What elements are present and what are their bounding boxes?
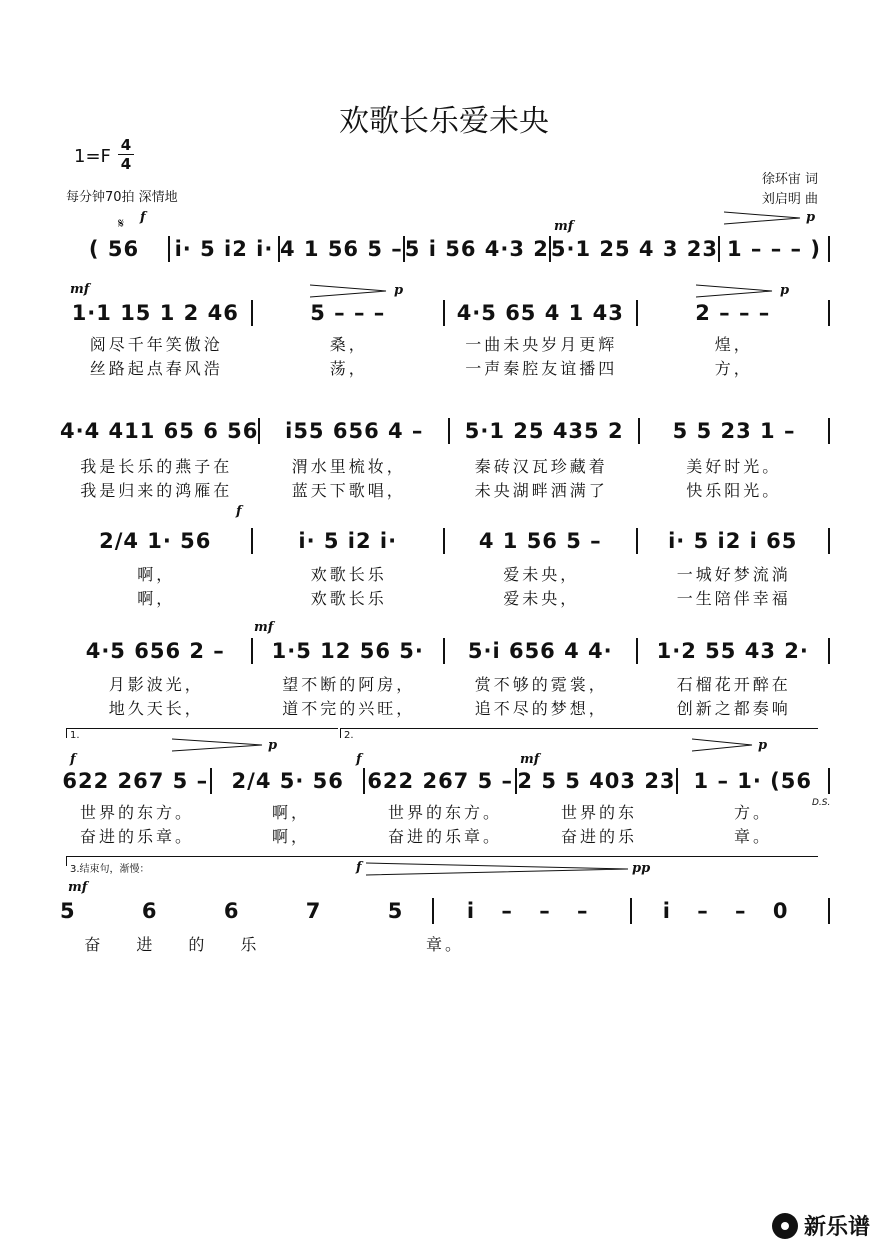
- dynamic-pp: pp: [632, 861, 651, 876]
- lyric: 爱未央，: [503, 565, 580, 584]
- lyric: 秦砖汉瓦珍藏着: [474, 457, 608, 476]
- measure: 5 6 6 7 5: [60, 899, 433, 923]
- dynamic-p: p: [780, 283, 790, 298]
- notation-row: [60, 898, 830, 924]
- measure: i55 656 4 –: [285, 419, 424, 443]
- lyric: 啊，: [271, 827, 310, 846]
- diminuendo-hairpin: [366, 862, 630, 876]
- record-icon: [772, 1213, 798, 1239]
- diminuendo-hairpin: [692, 738, 754, 752]
- lyric: 阅尽千年笑傲沧: [89, 335, 223, 354]
- lyric: 章。: [426, 935, 465, 954]
- lyric: 我是长乐的燕子在: [80, 457, 233, 476]
- barline: [828, 300, 830, 326]
- dynamic-f: f: [70, 752, 76, 767]
- volta-1-label: 1.: [70, 730, 80, 741]
- notation-row: [60, 236, 830, 262]
- measure: 5 – – –: [310, 301, 386, 325]
- measure: 622 267 5 –: [367, 769, 514, 793]
- measure: 1·2 55 43 2·: [656, 639, 809, 663]
- lyric: 世界的东: [560, 803, 637, 822]
- lyric: 赏不够的霓裳，: [474, 675, 608, 694]
- measure: ( 56: [88, 237, 140, 261]
- notation-row: [60, 528, 830, 554]
- barline: [828, 768, 830, 794]
- lyric: 欢歌长乐: [310, 565, 387, 584]
- ds-mark: D.S.: [812, 798, 831, 808]
- measure: 4·4 411 65 6 56: [60, 419, 259, 443]
- lyrics-verse-2: [60, 478, 830, 501]
- lyrics-verse-2: [60, 586, 830, 609]
- lyric: 一生陪伴幸福: [676, 589, 791, 608]
- time-signature: [118, 136, 134, 173]
- diminuendo-hairpin: [310, 284, 388, 298]
- diminuendo-hairpin: [696, 284, 774, 298]
- ending-label: 3.结束句，渐慢：: [70, 864, 150, 875]
- barline: [828, 898, 830, 924]
- lyric: 蓝天下歌唱，: [291, 481, 406, 500]
- lyric: 奋进的乐章。: [79, 827, 194, 846]
- diminuendo-hairpin: [172, 738, 264, 752]
- dynamic-p: p: [758, 738, 768, 753]
- measure: 2/4 5· 56: [231, 769, 344, 793]
- lyric: 一声秦腔友谊播四: [465, 359, 618, 378]
- page-title: 欢歌长乐爱未央: [339, 104, 549, 139]
- lyric: 啊，: [271, 803, 310, 822]
- barline: [828, 638, 830, 664]
- ending-tick: [66, 856, 67, 866]
- site-logo: [772, 1210, 870, 1241]
- volta-2-label: 2.: [344, 730, 354, 741]
- composer: 刘启明 曲: [761, 192, 818, 207]
- lyric: 追不尽的梦想，: [474, 699, 608, 718]
- measure: 2/4 1· 56: [99, 529, 212, 553]
- lyrics-verse-1: [60, 562, 830, 585]
- lyric: 章。: [733, 827, 772, 846]
- measure: i· 5 i2 i·: [174, 237, 274, 261]
- notation-row: [60, 638, 830, 664]
- measure: 5·1 25 4 3 23: [550, 237, 718, 261]
- measure: 622 267 5 –: [62, 769, 209, 793]
- measure: 5·1 25 435 2: [464, 419, 624, 443]
- lyric: 奋进的乐: [560, 827, 637, 846]
- lyric: 道不完的兴旺，: [282, 699, 416, 718]
- measure: 2 – – –: [695, 301, 771, 325]
- measure: i· 5 i2 i 65: [668, 529, 798, 553]
- lyric: 啊，: [137, 565, 176, 584]
- lyric: 奋进的乐章。: [387, 827, 502, 846]
- dynamic-p: p: [268, 738, 278, 753]
- measure: 4 1 56 5 –: [279, 237, 403, 261]
- lyrics-verse-1: [60, 932, 830, 955]
- lyric: 快乐阳光。: [686, 481, 782, 500]
- lyricist: 徐环宙 词: [761, 172, 818, 187]
- lyric: 方。: [733, 803, 772, 822]
- lyrics-verse-1: [60, 454, 830, 477]
- lyrics-verse-2: [60, 824, 830, 847]
- dynamic-f: f: [356, 860, 362, 875]
- logo-text: 新乐谱: [803, 1215, 870, 1240]
- measure: 5 i 56 4·3 2: [404, 237, 549, 261]
- barline: [828, 418, 830, 444]
- tempo-marking: 每分钟70拍 深情地: [66, 190, 178, 205]
- measure: i – – –: [466, 899, 598, 923]
- measure: 5 5 23 1 –: [672, 419, 796, 443]
- lyric: 未央湖畔洒满了: [474, 481, 608, 500]
- segno-mark: 𝄋: [118, 216, 125, 232]
- time-top: 4: [120, 136, 132, 154]
- lyric: 美好时光。: [686, 457, 782, 476]
- lyric: 一城好梦流淌: [676, 565, 791, 584]
- lyric: 方，: [714, 359, 753, 378]
- measure: 5·i 656 4 4·: [467, 639, 613, 663]
- key-signature: 1=F: [74, 146, 111, 167]
- lyrics-verse-1: [60, 672, 830, 695]
- barline: [828, 236, 830, 262]
- lyric: 创新之都奏响: [676, 699, 791, 718]
- lyric: 地久天长，: [108, 699, 204, 718]
- lyric: [573, 932, 830, 955]
- lyric: 一曲未央岁月更辉: [465, 335, 618, 354]
- measure: i – – 0: [662, 899, 798, 923]
- volta-2-tick: [340, 728, 341, 738]
- dynamic-p: p: [806, 210, 816, 225]
- barline: [828, 528, 830, 554]
- lyric: 荡，: [329, 359, 368, 378]
- lyrics-verse-2: [60, 696, 830, 719]
- lyric: 桑，: [329, 335, 368, 354]
- lyric: 爱未央，: [503, 589, 580, 608]
- notation-row: [60, 768, 830, 794]
- lyric: 世界的东方。: [79, 803, 194, 822]
- lyric: 丝路起点春风浩: [89, 359, 223, 378]
- volta-1-tick: [66, 728, 67, 738]
- measure: 1 – 1· (56: [693, 769, 813, 793]
- dynamic-mf: mf: [70, 282, 90, 297]
- lyric: 月影波光，: [108, 675, 204, 694]
- volta-1-line: [66, 728, 338, 729]
- measure: 1 – – – ): [727, 237, 821, 261]
- measure: 4·5 65 4 1 43: [456, 301, 624, 325]
- lyrics-verse-1: [60, 332, 830, 355]
- notation-row: [60, 418, 830, 444]
- measure: 4·5 656 2 –: [85, 639, 225, 663]
- measure: i· 5 i2 i·: [298, 529, 398, 553]
- ending-line: [66, 856, 818, 857]
- measure: 2 5 5 403 23: [517, 769, 676, 793]
- measure: 4 1 56 5 –: [478, 529, 602, 553]
- dynamic-f: f: [236, 504, 242, 519]
- dynamic-mf: mf: [554, 219, 574, 234]
- dynamic-f: f: [140, 210, 146, 225]
- dynamic-mf: mf: [254, 620, 274, 635]
- measure: 1·1 15 1 2 46: [71, 301, 239, 325]
- measure: 1·5 12 56 5·: [271, 639, 424, 663]
- lyric: 啊，: [137, 589, 176, 608]
- lyric: 石榴花开醉在: [676, 675, 791, 694]
- volta-2-line: [340, 728, 818, 729]
- lyric: 我是归来的鸿雁在: [80, 481, 233, 500]
- lyric: 世界的东方。: [387, 803, 502, 822]
- lyric: 望不断的阿房，: [282, 675, 416, 694]
- time-bottom: 4: [120, 155, 132, 173]
- lyric: 奋进的乐: [84, 935, 293, 954]
- lyric: 煌，: [714, 335, 753, 354]
- lyric: 欢歌长乐: [310, 589, 387, 608]
- dynamic-mf: mf: [68, 880, 88, 895]
- dynamic-p: p: [394, 283, 404, 298]
- diminuendo-hairpin: [724, 211, 802, 225]
- dynamic-f: f: [356, 752, 362, 767]
- lyric: 渭水里梳妆，: [291, 457, 406, 476]
- dynamic-mf: mf: [520, 752, 540, 767]
- notation-row: [60, 300, 830, 326]
- lyrics-verse-1: [60, 800, 830, 823]
- lyrics-verse-2: [60, 356, 830, 379]
